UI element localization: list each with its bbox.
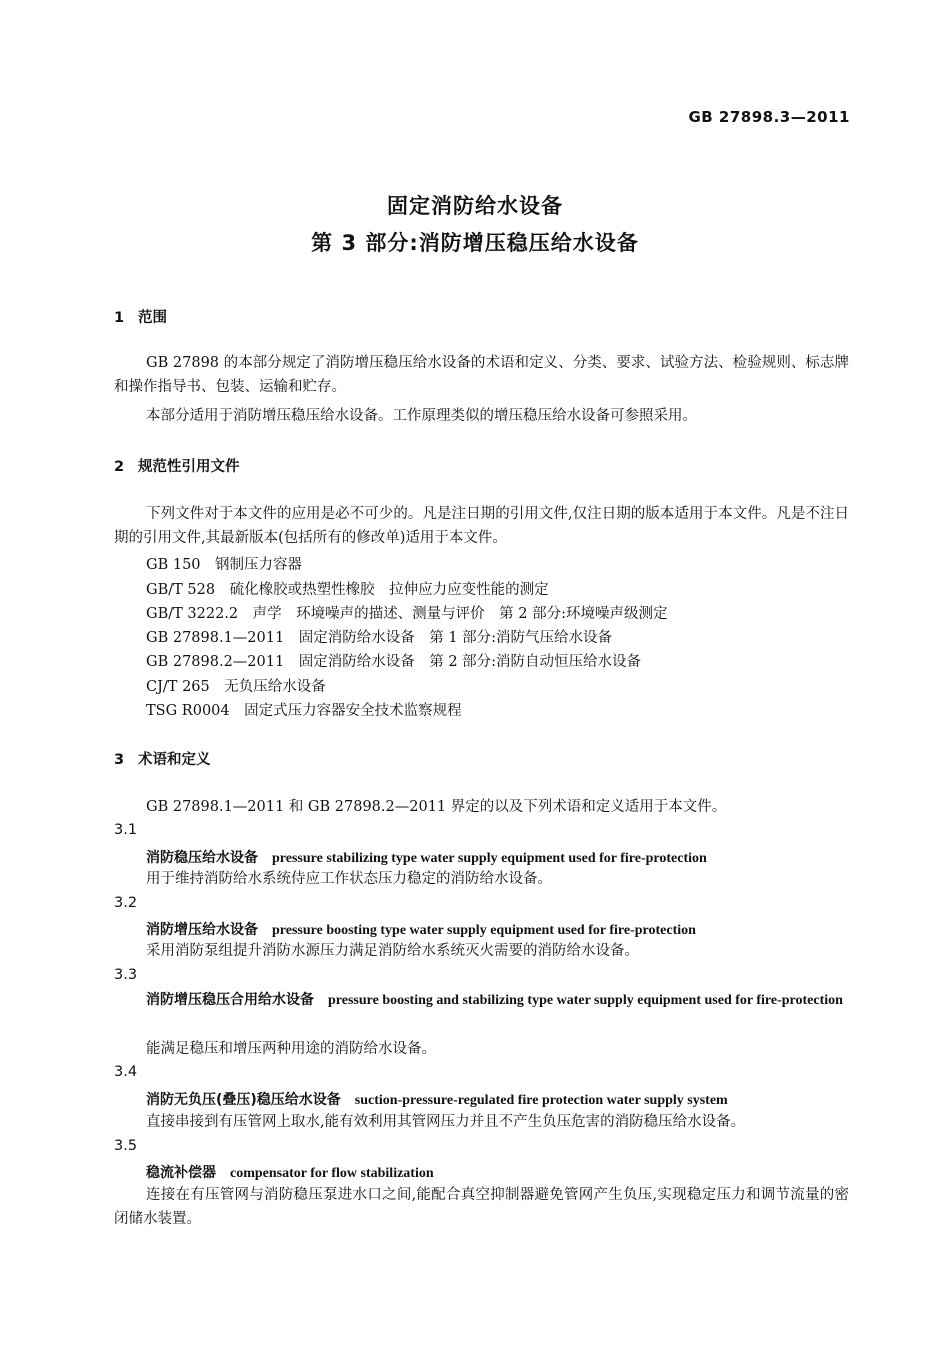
section-title: 术语和定义 — [138, 752, 211, 768]
term-definition: 能满足稳压和增压两种用途的消防给水设备。 — [146, 1041, 436, 1057]
section-number: 1 — [114, 310, 125, 326]
term-entry — [146, 847, 707, 867]
term-chinese: 消防稳压给水设备 — [146, 850, 258, 866]
term-english: pressure stabilizing type water supply equipment used for fire-protection — [272, 851, 707, 866]
document-title: 固定消防给水设备 — [387, 194, 563, 218]
terms-intro: GB 27898.1—2011 和 GB 27898.2—2011 界定的以及下列术语和定义适用于本文件。 — [146, 799, 727, 815]
reference-item: TSG R0004 固定式压力容器安全技术监察规程 — [146, 703, 462, 719]
section-number: 2 — [114, 459, 125, 475]
reference-item: GB 150 钢制压力容器 — [146, 557, 303, 573]
term-entry — [114, 988, 849, 1013]
term-definition: 用于维持消防给水系统侍应工作状态压力稳定的消防给水设备。 — [146, 871, 552, 887]
scope-paragraph-1: GB 27898 的本部分规定了消防增压稳压给水设备的术语和定义、分类、要求、试验方法、检验规则、标志牌和操作指导书、包装、运输和贮存。 — [114, 355, 849, 395]
term-chinese: 消防无负压(叠压)稳压给水设备 — [146, 1092, 341, 1108]
section-heading-terms — [114, 748, 211, 769]
clause-number: 3.4 — [114, 1064, 138, 1080]
scope-paragraph-2: 本部分适用于消防增压稳压给水设备。工作原理类似的增压稳压给水设备可参照采用。 — [146, 408, 697, 424]
section-heading-normative-references — [114, 455, 240, 476]
section-heading-scope — [114, 306, 167, 327]
term-definition: 直接串接到有压管网上取水,能有效利用其管网压力并且不产生负压危害的消防稳压给水设备。 — [146, 1114, 746, 1130]
term-chinese: 消防增压给水设备 — [146, 922, 258, 938]
term-english: pressure boosting and stabilizing type water supply equipment used for fire-protection — [328, 993, 843, 1008]
term-english: compensator for flow stabilization — [230, 1166, 434, 1181]
reference-item: GB 27898.1—2011 固定消防给水设备 第 1 部分:消防气压给水设备 — [146, 630, 613, 646]
term-definition: 连接在有压管网与消防稳压泵进水口之间,能配合真空抑制器避免管网产生负压,实现稳定压力和调节流量的密闭储水装置。 — [114, 1187, 849, 1227]
reference-item: GB/T 528 硫化橡胶或热塑性橡胶 拉伸应力应变性能的测定 — [146, 582, 549, 598]
term-entry — [146, 1089, 728, 1109]
section-number: 3 — [114, 752, 125, 768]
section-title: 范围 — [138, 310, 167, 326]
term-english: suction-pressure-regulated fire protection water supply system — [354, 1093, 728, 1108]
references-intro: 下列文件对于本文件的应用是必不可少的。凡是注日期的引用文件,仅注日期的版本适用于本文件。凡是不注日期的引用文件,其最新版本(包括所有的修改单)适用于本文件。 — [114, 506, 849, 546]
term-english: pressure boosting type water supply equipment used for fire-protection — [272, 923, 696, 938]
clause-number: 3.5 — [114, 1138, 138, 1154]
reference-item: GB 27898.2—2011 固定消防给水设备 第 2 部分:消防自动恒压给水设备 — [146, 654, 642, 670]
term-chinese: 消防增压稳压合用给水设备 — [146, 992, 314, 1008]
document-subtitle: 第 3 部分:消防增压稳压给水设备 — [311, 231, 639, 255]
reference-item: CJ/T 265 无负压给水设备 — [146, 679, 326, 695]
clause-number: 3.3 — [114, 967, 138, 983]
clause-number: 3.1 — [114, 822, 138, 838]
standard-code: GB 27898.3—2011 — [688, 108, 850, 126]
term-chinese: 稳流补偿器 — [146, 1165, 216, 1181]
term-entry — [146, 1162, 434, 1182]
clause-number: 3.2 — [114, 895, 138, 911]
reference-item: GB/T 3222.2 声学 环境噪声的描述、测量与评价 第 2 部分:环境噪声级测定 — [146, 606, 668, 622]
term-entry — [146, 919, 696, 939]
term-definition: 采用消防泵组提升消防水源压力满足消防给水系统灭火需要的消防给水设备。 — [146, 943, 639, 959]
section-title: 规范性引用文件 — [138, 459, 240, 475]
